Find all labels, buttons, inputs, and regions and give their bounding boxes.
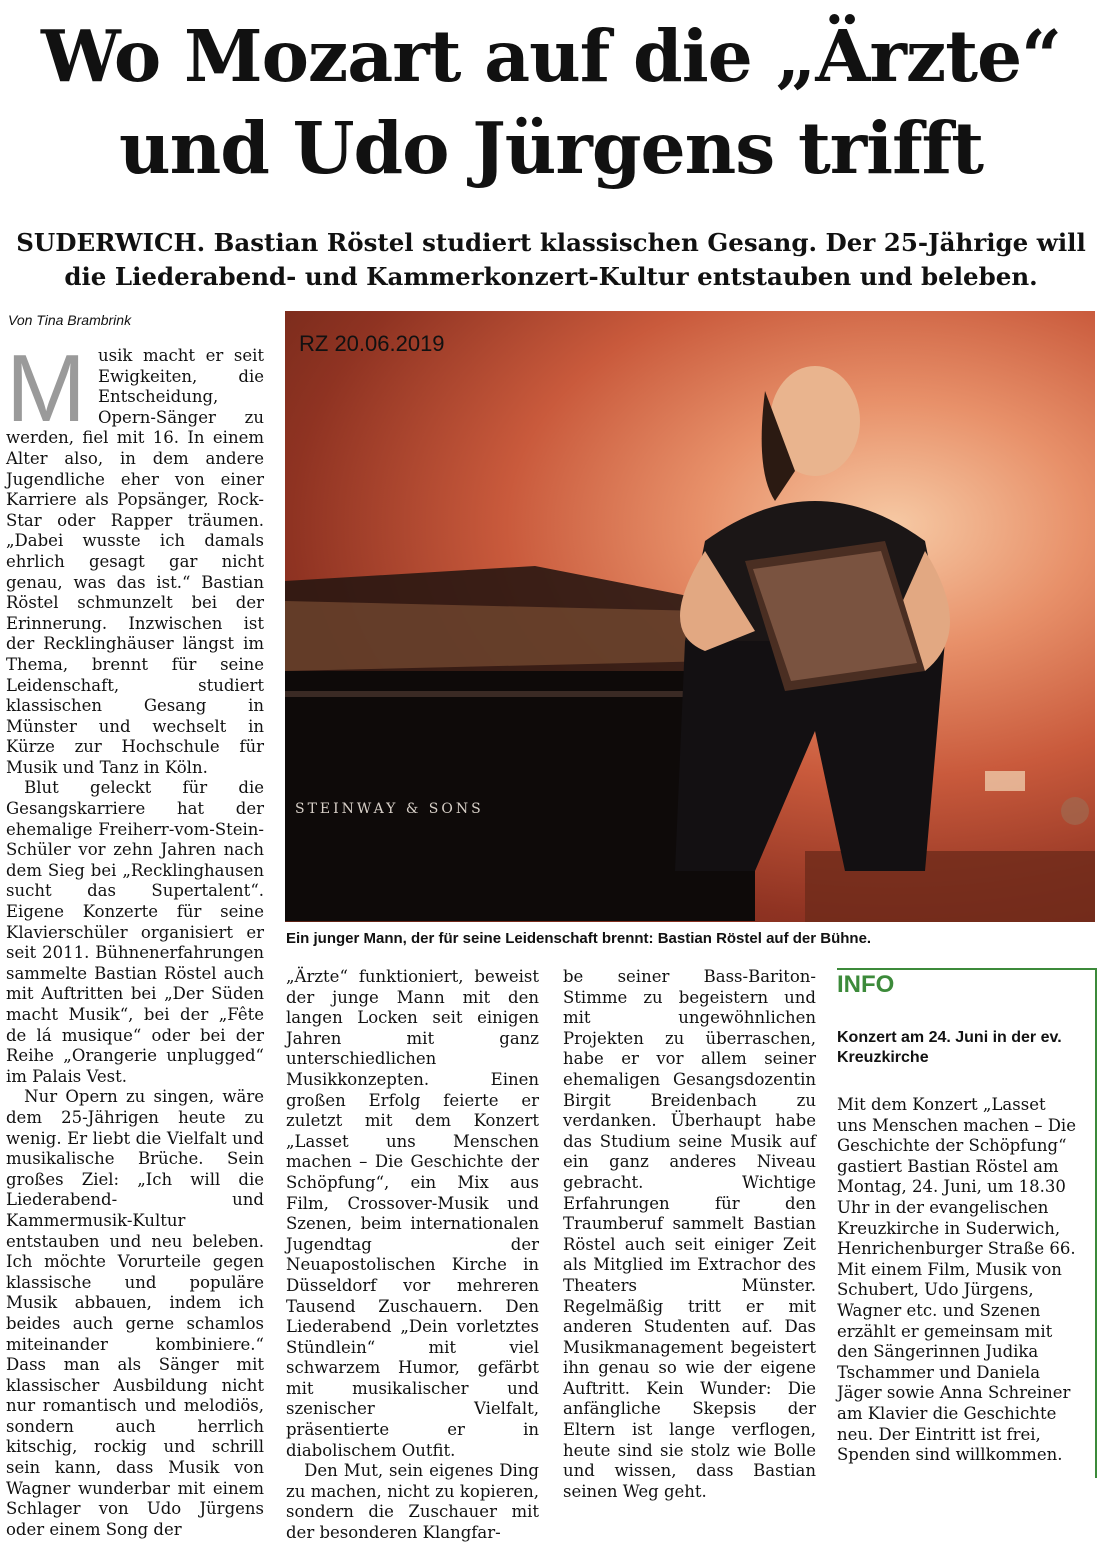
info-box-body: Mit dem Konzert „Lasset uns Menschen machen – Die Geschichte der Schöpfung“ gastiert Bastian Röstel am Montag, 24. Juni, um 18.30 Uhr in der evangelischen Kreuzkirche in Suderwich, Henrichenburger Straße 66. Mit einem Film, Musik von Schubert, Udo Jürgens, Wagner etc. und Szenen erzählt er gemeinsam mit den Sängerinnen Judika Tschammer und Daniela Jäger sowie Anna Schreiner am Klavier die Geschichte neu. Der Eintritt ist frei, Spenden sind willkommen.: [837, 1095, 1076, 1465]
info-box-heading: Konzert am 24. Juni in der ev. Kreuzkirche: [837, 1029, 1062, 1066]
date-stamp: RZ 20.06.2019: [299, 331, 445, 356]
paragraph: Blut geleckt für die Gesangskarriere hat der ehemalige Freiherr-vom-Stein-Schüler vor zehn Jahren nach dem Sieg bei „Recklinghausen sucht das Supertalent“. Eigene Konzerte für seine Klavierschüler organisiert er seit 2011. Bühnenerfahrungen sammelte Bastian Röstel auch mit Auftritten bei „Der Süden macht Musik“, bei der „Fête de lá musique“ oder bei der Reihe „Orangerie unplugged“ im Palais Vest.: [6, 778, 264, 1086]
photo-caption: Ein junger Mann, der für seine Leidenschaft brennt: Bastian Röstel auf der Bühne.: [286, 930, 872, 947]
headline-line-1: Wo Mozart auf die „Ärzte“: [40, 14, 1062, 98]
paragraph: usik macht er seit Ewigkeiten, die Entscheidung, Opern-Sänger zu werden, fiel mit 16. In einem Alter also, in dem andere Jugendliche eher von einer Karriere als Popsänger, Rock-Star oder Rapper träumen. „Dabei wusste ich damals ehrlich gesagt gar nicht genau, was das ist.“ Bastian Röstel schmunzelt bei der Erinnerung. Inzwischen ist der Recklinghäuser längst im Thema, brennt für seine Leidenschaft, studiert klassischen Gesang in Münster und wechselt in Kürze zur Hochschule für Musik und Tanz in Köln.: [6, 346, 264, 777]
paragraph: „Ärzte“ funktioniert, beweist der junge Mann mit den langen Locken seit einigen Jahren mit ganz unterschiedlichen Musikkonzepten. Einen großen Erfolg feierte er zuletzt mit dem Konzert „Lasset uns Menschen machen – Die Geschichte der Schöpfung“, ein Mix aus Film, Crossover-Musik und Szenen, beim internationalen Jugendtag der Neuapostolischen Kirche in Düsseldorf vor mehreren Tausend Zuschauern. Den Liederabend „Dein vorletztes Stündlein“ mit viel schwarzem Humor, gefärbt mit musikalischer und szenischer Vielfalt, präsentierte er in diabolischem Outfit.: [286, 967, 539, 1460]
article-column-2: [286, 967, 539, 1543]
paragraph: Den Mut, sein eigenes Ding zu machen, nicht zu kopieren, sondern die Zuschauer mit der besonderen Klangfar-: [286, 1461, 539, 1543]
headline: [0, 10, 1102, 194]
headline-line-2: und Udo Jürgens trifft: [118, 106, 984, 190]
article-column-3: [563, 967, 816, 1501]
drop-cap: M: [6, 335, 86, 442]
info-box-title: INFO: [837, 971, 895, 998]
info-box: [837, 968, 1097, 1478]
piano-brand-text: STEINWAY & SONS: [295, 801, 484, 817]
article-photo: [285, 311, 1095, 922]
paragraph: Nur Opern zu singen, wäre dem 25-Jährigen heute zu wenig. Er liebt die Vielfalt und musikalische Brüche. Sein großes Ziel: „Ich will die Liederabend- und Kammermusik-Kultur entstauben und neu beleben. Ich möchte Vorurteile gegen klassische und populäre Musik abbauen, indem ich beides auch gerne schamlos miteinander kombiniere.“ Dass man als Sänger mit klassischer Ausbildung nicht nur romantisch und melodiös, sondern auch herrlich kitschig, rockig und schrill sein kann, dass Musik von Wagner wunderbar mit einem Schlager von Udo Jürgens oder einem Song der: [6, 1087, 264, 1539]
subheadline: SUDERWICH. Bastian Röstel studiert klassischen Gesang. Der 25-Jährige will die Liederabend- und Kammerkonzert-Kultur entstauben und beleben.: [16, 228, 1086, 291]
photo-illustration: [285, 311, 1095, 922]
article-column-1: [6, 335, 264, 1539]
byline: Von Tina Brambrink: [8, 312, 132, 328]
paragraph: be seiner Bass-Bariton-Stimme zu begeistern und mit ungewöhnlichen Projekten zu überraschen, habe er vor allem seiner ehemaligen Gesangsdozentin Birgit Breidenbach zu verdanken. Überhaupt habe das Studium seine Musik auf ein ganz anderes Niveau gebracht. Wichtige Erfahrungen für den Traumberuf sammelt Bastian Röstel auch seit einiger Zeit als Mitglied im Extrachor des Theaters Münster. Regelmäßig tritt er mit anderen Studenten auf. Das Musikmanagement begeistert ihn genau so wie der eigene Auftritt. Kein Wunder: Die anfängliche Skepsis der Eltern ist lange verflogen, heute sind sie stolz wie Bolle und wissen, dass Bastian seinen Weg geht.: [563, 967, 816, 1501]
